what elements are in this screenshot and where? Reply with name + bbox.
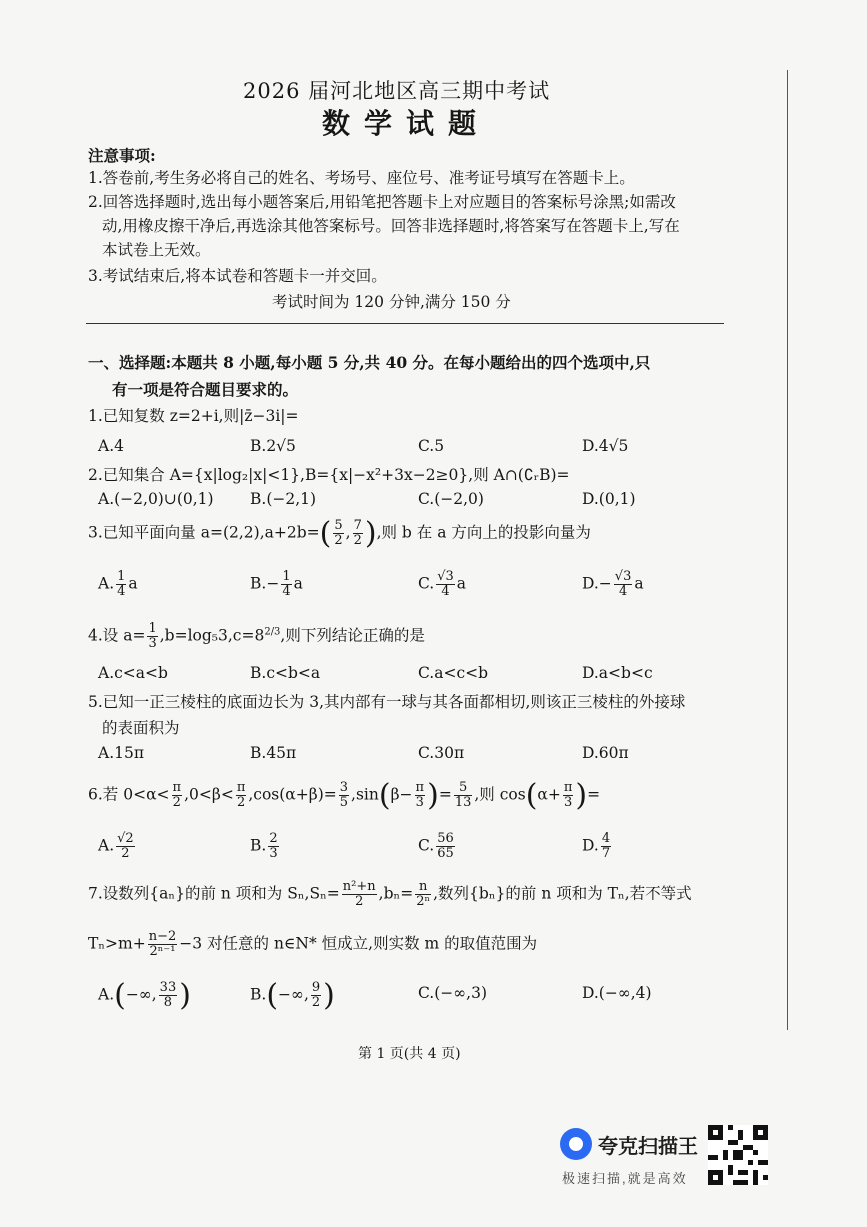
q7-option-b: B.(−∞, $\frac{9}{2}$ ) bbox=[250, 978, 335, 1013]
q6-option-a: A. $\frac{√2}{2}$ bbox=[98, 831, 134, 861]
scanner-watermark bbox=[560, 1120, 710, 1200]
notes-heading: 注意事项: bbox=[88, 146, 156, 165]
q5-option-b: B.45π bbox=[250, 744, 297, 762]
qr-code-icon bbox=[708, 1125, 768, 1185]
q5-option-a: A.15π bbox=[98, 744, 145, 762]
subject-title: 数学试题 bbox=[322, 107, 491, 140]
q4-option-a: A.c<a<b bbox=[98, 664, 168, 682]
q7-option-d: D.(−∞,4) bbox=[582, 984, 652, 1002]
q6-option-b: B. $\frac{2}{3}$ bbox=[250, 831, 278, 861]
scanner-slogan: 极速扫描,就是高效 bbox=[562, 1171, 688, 1186]
q5-option-d: D.60π bbox=[582, 744, 629, 762]
q5-stem-line-2: 的表面积为 bbox=[102, 719, 180, 737]
q3-frac-2: $\frac{7}{2}$ bbox=[353, 518, 362, 548]
scanner-app-name: 夸克扫描王 bbox=[598, 1136, 698, 1158]
q4-option-c: C.a<c<b bbox=[418, 664, 489, 682]
q1-stem: 1.已知复数 z=2+i,则|z̄−3i|= bbox=[88, 407, 299, 425]
note-2-line-1: 2.回答选择题时,选出每小题答案后,用铅笔把答题卡上对应题目的答案标号涂黑;如需改 bbox=[88, 193, 676, 211]
page-margin-line bbox=[787, 70, 788, 1030]
q5-option-c: C.30π bbox=[418, 744, 465, 762]
q4-stem: 4.设 a= $\frac{1}{3}$ $,b=\log_53,c=8^{2/3}$,则下列结论正确的是 bbox=[88, 621, 425, 651]
section-heading-line-2: 有一项是符合题目要求的。 bbox=[112, 380, 299, 399]
header-divider bbox=[86, 323, 724, 324]
q4-option-b: B.c<b<a bbox=[250, 664, 321, 682]
note-2-line-3: 本试卷上无效。 bbox=[102, 241, 211, 259]
q2-option-b: B.(−2,1) bbox=[250, 490, 317, 508]
q2-stem: 2.已知集合 A={x|log₂|x|<1},B={x|−x²+3x−2≥0},则 A∩(∁ᵣB)= bbox=[88, 466, 570, 484]
paren-right: ) bbox=[364, 516, 377, 551]
q3-frac-1: $\frac{5}{2}$ bbox=[334, 518, 343, 548]
exam-title: 2026 届河北地区高三期中考试 bbox=[243, 79, 551, 103]
q1-option-c: C.5 bbox=[418, 437, 445, 455]
note-2-line-2: 动,用橡皮擦干净后,再选涂其他答案标号。回答非选择题时,将答案写在答题卡上,写在 bbox=[102, 217, 680, 235]
q1-option-b: B.2√5 bbox=[250, 437, 296, 455]
q7-option-c: C.(−∞,3) bbox=[418, 984, 488, 1002]
q6-option-d: D. $\frac{4}{7}$ bbox=[582, 831, 611, 861]
q7-option-a: A.(−∞, $\frac{33}{8}$ ) bbox=[98, 978, 191, 1013]
note-1: 1.答卷前,考生务必将自己的姓名、考场号、座位号、准考证号填写在答题卡上。 bbox=[88, 169, 635, 187]
q3-option-c: C. $\frac{√3}{4}$ a bbox=[418, 569, 467, 599]
q7-stem-line-1: 7.设数列{aₙ}的前 n 项和为 Sₙ,Sₙ= $\frac{\text{n²+n}}{2}$ ,bₙ= $\frac{n}{\text{2ⁿ}}$ ,数列{bₙ}的前 n 项和为 Tₙ,若不等式 bbox=[88, 879, 692, 909]
q7-stem-line-2: Tₙ>m+ $\frac{n-2}{\text{2ⁿ⁻¹}}$ −3 对任意的 n∈N* 恒成立,则实数 m 的取值范围为 bbox=[88, 929, 538, 959]
q1-option-a: A.4 bbox=[98, 437, 124, 455]
q3-stem-pre: 3.已知平面向量 a=(2,2),a+2b= bbox=[88, 523, 320, 542]
q4-option-d: D.a<b<c bbox=[582, 664, 653, 682]
q3-option-b: B.− $\frac{1}{4}$ a bbox=[250, 569, 303, 599]
q2-option-d: D.(0,1) bbox=[582, 490, 636, 508]
q6-stem: 6.若 0<α< $\frac{\pi}{2}$ ,0<β< $\frac{\pi}{2}$ ,cos(α+β)= $\frac{3}{5}$ ,sin(β− $\frac{\pi}{3}$ )= $\frac{5}{13}$ ,则 cos(α+ $\frac{\pi}{3}$ )= bbox=[88, 778, 601, 813]
exam-time: 考试时间为 120 分钟,满分 150 分 bbox=[272, 293, 511, 311]
paren-left: ( bbox=[319, 516, 332, 551]
q2-option-c: C.(−2,0) bbox=[418, 490, 484, 508]
q2-option-a: A.(−2,0)∪(0,1) bbox=[98, 490, 214, 508]
q6-option-c: C. $\frac{56}{65}$ bbox=[418, 831, 454, 861]
q3-stem: 3.已知平面向量 a=(2,2),a+2b=( $\frac{5}{2}$ , $\frac{7}{2}$ ),则 b 在 a 方向上的投影向量为 bbox=[88, 516, 591, 551]
q3-option-d: D.− $\frac{√3}{4}$ a bbox=[582, 569, 644, 599]
q3-stem-post: ,则 b 在 a 方向上的投影向量为 bbox=[376, 523, 591, 542]
scanner-logo-icon bbox=[560, 1128, 592, 1160]
q5-stem-line-1: 5.已知一正三棱柱的底面边长为 3,其内部有一球与其各面都相切,则该正三棱柱的外接球 bbox=[88, 693, 686, 711]
note-3: 3.考试结束后,将本试卷和答题卡一并交回。 bbox=[88, 267, 387, 285]
page-number: 第 1 页(共 4 页) bbox=[358, 1046, 461, 1062]
q1-option-d: D.4√5 bbox=[582, 437, 629, 455]
section-heading-line-1: 一、选择题:本题共 8 小题,每小题 5 分,共 40 分。在每小题给出的四个选项中,只 bbox=[88, 353, 651, 372]
q3-option-a: A. $\frac{1}{4}$ a bbox=[98, 569, 138, 599]
